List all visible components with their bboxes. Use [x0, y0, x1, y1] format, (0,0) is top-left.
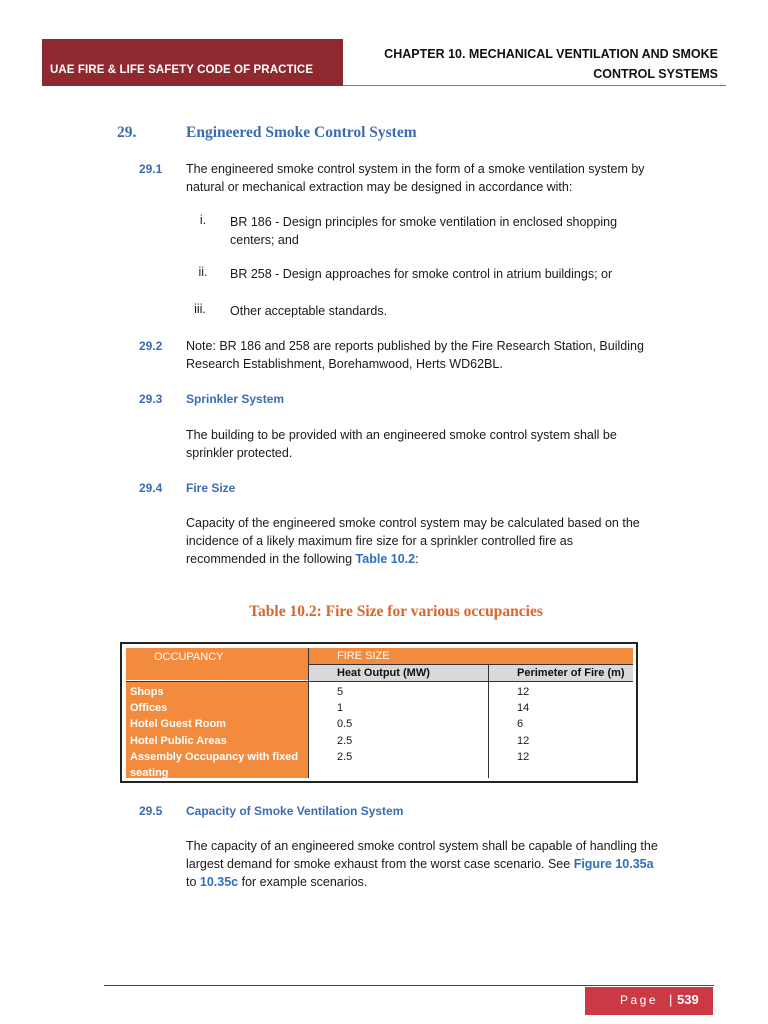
list-roman-2: ii.: [198, 265, 208, 279]
figure-10-35a-link[interactable]: Figure 10.35a: [573, 857, 654, 871]
clause-29-4-heading: Fire Size: [186, 481, 236, 495]
clause-29-4-line1: Capacity of the engineered smoke control system may be calculated based on the: [186, 516, 640, 530]
perimeter-column: [488, 681, 633, 778]
clause-29-2-text: [186, 337, 676, 373]
list-item-1: [230, 213, 650, 249]
section-title: Engineered Smoke Control System: [186, 124, 417, 141]
clause-29-4-line3: [186, 550, 676, 568]
clause-number-29-5: 29.5: [139, 804, 163, 818]
chapter-title-line1: CHAPTER 10. MECHANICAL VENTILATION AND SMOKE: [384, 47, 718, 61]
clause-29-5-text: [186, 837, 676, 891]
clause-29-4-text: [186, 514, 676, 568]
clause-29-5-line2-pre: largest demand for smoke exhaust from the worst case scenario. See: [186, 857, 574, 871]
heat-row-1: 5: [337, 686, 344, 698]
clause-number-29-1: 29.1: [139, 162, 163, 176]
clause-29-1-line2: natural or mechanical extraction may be designed in accordance with:: [186, 180, 573, 194]
list-item-2: BR 258 - Design approaches for smoke control in atrium buildings; or: [230, 267, 613, 281]
clause-29-3-heading: Sprinkler System: [186, 392, 285, 406]
occupancy-row-2: Offices: [130, 702, 168, 715]
heat-row-2: 1: [337, 702, 344, 715]
clause-number-29-3: 29.3: [139, 392, 163, 406]
clause-29-3-line1: The building to be provided with an engineered smoke control system shall be: [186, 428, 617, 442]
header-occupancy: OCCUPANCY: [126, 648, 308, 680]
clause-29-1-text: [186, 160, 676, 196]
chapter-title-line2: CONTROL SYSTEMS: [593, 67, 718, 81]
list-roman-1: i.: [199, 213, 207, 227]
table-title: Table 10.2: Fire Size for various occupancies: [249, 603, 543, 620]
heat-row-4: 2.5: [337, 734, 353, 747]
header-fire-size: FIRE SIZE: [308, 648, 633, 664]
section-number: 29.: [117, 124, 137, 141]
figure-10-35c-link[interactable]: 10.35c: [199, 875, 239, 889]
clause-29-1-line1: The engineered smoke control system in the form of a smoke ventilation system by: [186, 162, 645, 176]
clause-29-3-text: [186, 426, 676, 462]
clause-29-4-line3-pre: recommended in the following: [186, 552, 356, 566]
clause-number-29-2: 29.2: [139, 339, 163, 353]
header-band: [42, 39, 343, 86]
clause-29-5-line1: The capacity of an engineered smoke control system shall be capable of handling the: [186, 839, 658, 853]
perimeter-row-4: 12: [517, 734, 530, 747]
perimeter-row-3: 6: [517, 718, 524, 731]
clause-29-5-line3-post: for example scenarios.: [238, 875, 368, 889]
occupancy-row-4: Hotel Public Areas: [130, 734, 227, 747]
clause-29-5-line2: [186, 855, 676, 873]
clause-29-2-line1: Note: BR 186 and 258 are reports published by the Fire Research Station, Building: [186, 339, 644, 353]
heat-output-column: [308, 681, 488, 778]
occupancy-row-1: Shops: [130, 686, 164, 698]
clause-29-3-line2: sprinkler protected.: [186, 446, 293, 460]
page-number: 539: [677, 992, 699, 1007]
list-item-3: Other acceptable standards.: [230, 304, 388, 318]
occupancy-column: [126, 681, 308, 778]
page-label: Page: [620, 993, 659, 1007]
header-rule: [343, 85, 726, 86]
clause-29-2-line2: Research Establishment, Borehamwood, Herts WD62BL.: [186, 357, 503, 371]
clause-29-4-line2: incidence of a likely maximum fire size for a sprinkler controlled fire as: [186, 534, 573, 548]
document-title: UAE FIRE & LIFE SAFETY CODE OF PRACTICE: [50, 64, 314, 76]
page-separator: |: [669, 992, 673, 1007]
occupancy-row-5: Assembly Occupancy with fixed: [130, 750, 299, 763]
occupancy-row-3: Hotel Guest Room: [130, 718, 226, 731]
footer-rule: [104, 985, 714, 986]
clause-number-29-4: 29.4: [139, 481, 163, 495]
heat-row-5: 2.5: [337, 750, 353, 763]
clause-29-4-line3-post: :: [415, 552, 419, 566]
table-10-2-link[interactable]: Table 10.2: [355, 552, 416, 566]
clause-29-5-line3-pre: to: [186, 875, 200, 889]
heat-row-3: 0.5: [337, 718, 353, 731]
header-perimeter: Perimeter of Fire (m): [488, 664, 633, 681]
perimeter-row-2: 14: [517, 702, 530, 715]
chapter-title: [338, 44, 718, 84]
perimeter-row-1: 12: [517, 686, 530, 698]
perimeter-row-5: 12: [517, 750, 530, 763]
list-roman-3: iii.: [194, 302, 206, 316]
list-item-1-line1: BR 186 - Design principles for smoke ventilation in enclosed shopping: [230, 215, 618, 229]
clause-29-5-line3: [186, 873, 676, 891]
header-heat-output: Heat Output (MW): [308, 664, 488, 681]
clause-29-5-heading: Capacity of Smoke Ventilation System: [186, 804, 404, 818]
list-item-1-line2: centers; and: [230, 233, 299, 247]
occupancy-row-5-line2: seating: [130, 767, 169, 780]
fire-size-table: [120, 642, 638, 783]
